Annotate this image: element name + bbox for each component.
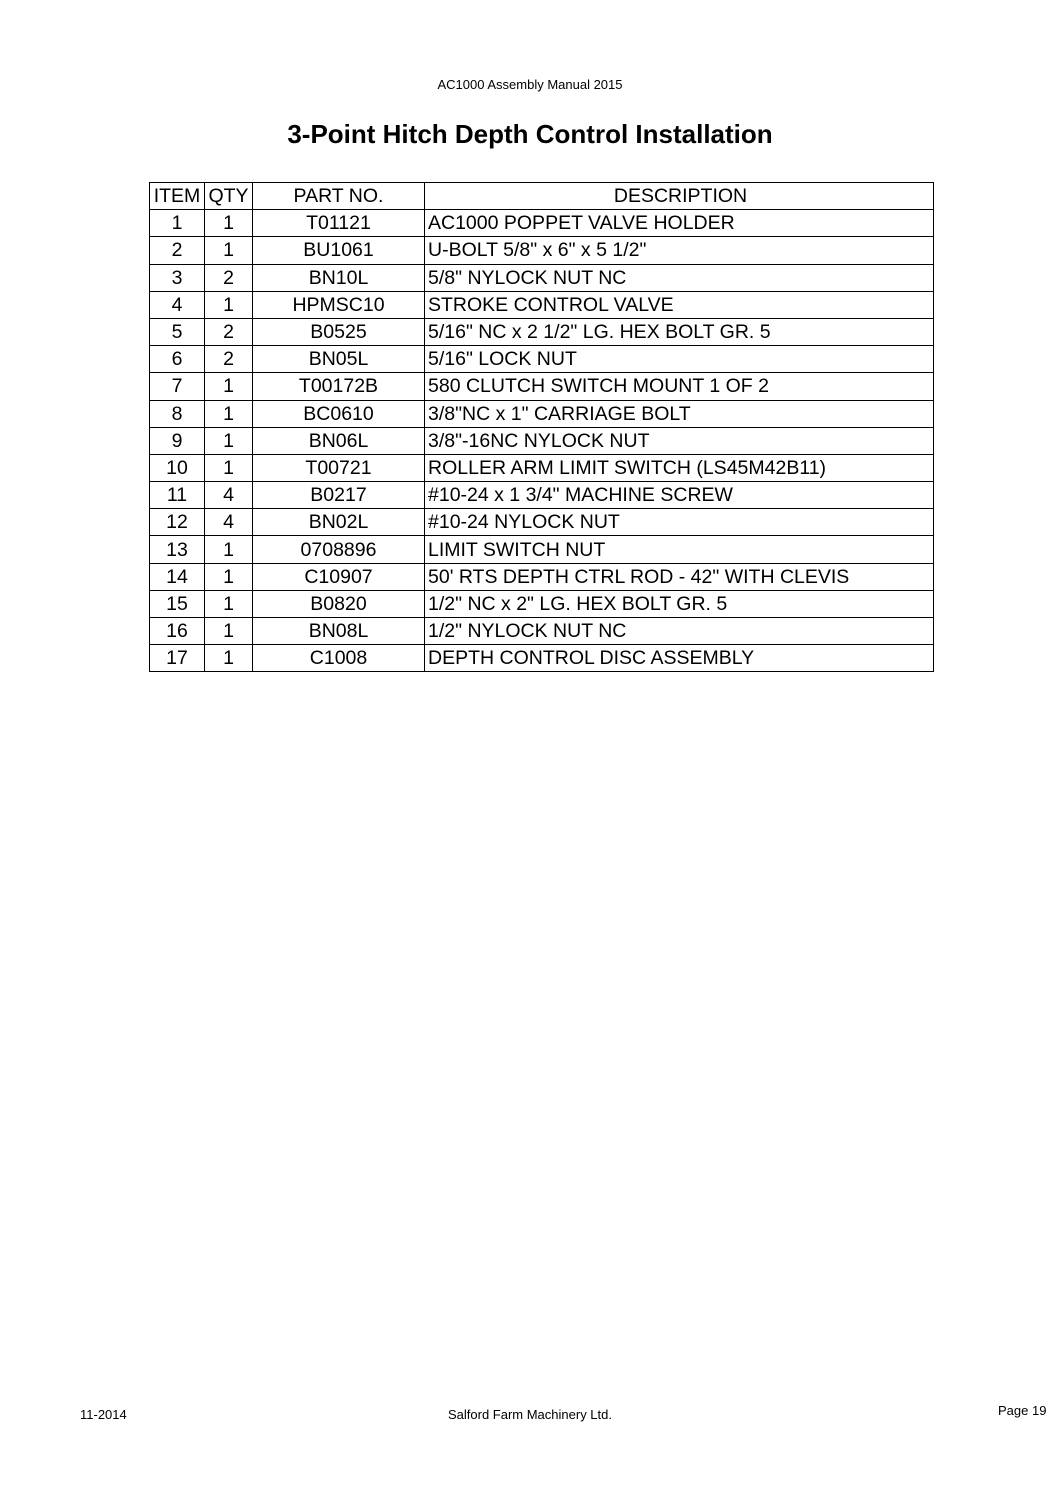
cell-part-no: B0820 bbox=[253, 590, 425, 617]
page-number: Page 19 bbox=[998, 1403, 1047, 1418]
cell-item: 11 bbox=[150, 482, 205, 509]
cell-part-no: BN02L bbox=[253, 509, 425, 536]
cell-description: 5/16" LOCK NUT bbox=[425, 346, 934, 373]
table-row bbox=[150, 237, 934, 264]
table-row bbox=[150, 536, 934, 563]
cell-qty: 1 bbox=[205, 645, 253, 672]
cell-qty: 2 bbox=[205, 264, 253, 291]
table-row bbox=[150, 346, 934, 373]
table-row bbox=[150, 210, 934, 237]
cell-description: #10-24 x 1 3/4" MACHINE SCREW bbox=[425, 482, 934, 509]
cell-part-no: 0708896 bbox=[253, 536, 425, 563]
cell-item: 13 bbox=[150, 536, 205, 563]
column-header-item: ITEM bbox=[150, 183, 205, 210]
cell-qty: 1 bbox=[205, 427, 253, 454]
footer-date: 11-2014 bbox=[80, 1407, 127, 1422]
cell-description: STROKE CONTROL VALVE bbox=[425, 291, 934, 318]
parts-table bbox=[149, 182, 934, 672]
cell-item: 6 bbox=[150, 346, 205, 373]
column-header-description: DESCRIPTION bbox=[425, 183, 934, 210]
cell-part-no: C10907 bbox=[253, 563, 425, 590]
cell-part-no: BU1061 bbox=[253, 237, 425, 264]
cell-description: 3/8"-16NC NYLOCK NUT bbox=[425, 427, 934, 454]
cell-part-no: T00721 bbox=[253, 454, 425, 481]
cell-item: 12 bbox=[150, 509, 205, 536]
cell-part-no: BC0610 bbox=[253, 400, 425, 427]
cell-part-no: BN08L bbox=[253, 618, 425, 645]
cell-qty: 1 bbox=[205, 618, 253, 645]
cell-qty: 4 bbox=[205, 509, 253, 536]
cell-part-no: T00172B bbox=[253, 373, 425, 400]
cell-part-no: BN10L bbox=[253, 264, 425, 291]
cell-part-no: C1008 bbox=[253, 645, 425, 672]
cell-description: 1/2" NYLOCK NUT NC bbox=[425, 618, 934, 645]
cell-qty: 1 bbox=[205, 373, 253, 400]
cell-part-no: B0217 bbox=[253, 482, 425, 509]
cell-qty: 1 bbox=[205, 291, 253, 318]
cell-qty: 1 bbox=[205, 237, 253, 264]
cell-description: ROLLER ARM LIMIT SWITCH (LS45M42B11) bbox=[425, 454, 934, 481]
cell-qty: 1 bbox=[205, 400, 253, 427]
cell-description: AC1000 POPPET VALVE HOLDER bbox=[425, 210, 934, 237]
cell-description: 580 CLUTCH SWITCH MOUNT 1 OF 2 bbox=[425, 373, 934, 400]
table-row bbox=[150, 264, 934, 291]
table-row bbox=[150, 291, 934, 318]
table-header-row bbox=[150, 183, 934, 210]
cell-item: 7 bbox=[150, 373, 205, 400]
table-row bbox=[150, 645, 934, 672]
table-row bbox=[150, 318, 934, 345]
cell-qty: 2 bbox=[205, 346, 253, 373]
column-header-qty: QTY bbox=[205, 183, 253, 210]
cell-description: DEPTH CONTROL DISC ASSEMBLY bbox=[425, 645, 934, 672]
cell-item: 14 bbox=[150, 563, 205, 590]
table-row bbox=[150, 482, 934, 509]
cell-description: U-BOLT 5/8" x 6" x 5 1/2" bbox=[425, 237, 934, 264]
manual-title: AC1000 Assembly Manual 2015 bbox=[437, 77, 623, 92]
cell-qty: 2 bbox=[205, 318, 253, 345]
cell-part-no: T01121 bbox=[253, 210, 425, 237]
table-row bbox=[150, 400, 934, 427]
cell-item: 5 bbox=[150, 318, 205, 345]
cell-item: 3 bbox=[150, 264, 205, 291]
cell-part-no: B0525 bbox=[253, 318, 425, 345]
cell-part-no: HPMSC10 bbox=[253, 291, 425, 318]
cell-description: #10-24 NYLOCK NUT bbox=[425, 509, 934, 536]
cell-qty: 4 bbox=[205, 482, 253, 509]
cell-description: LIMIT SWITCH NUT bbox=[425, 536, 934, 563]
table-row bbox=[150, 590, 934, 617]
cell-item: 1 bbox=[150, 210, 205, 237]
cell-item: 2 bbox=[150, 237, 205, 264]
page-title: 3-Point Hitch Depth Control Installation bbox=[287, 119, 773, 149]
cell-description: 3/8"NC x 1" CARRIAGE BOLT bbox=[425, 400, 934, 427]
cell-description: 5/8" NYLOCK NUT NC bbox=[425, 264, 934, 291]
cell-part-no: BN06L bbox=[253, 427, 425, 454]
parts-table-body bbox=[150, 210, 934, 672]
table-row bbox=[150, 454, 934, 481]
cell-qty: 1 bbox=[205, 590, 253, 617]
cell-description: 50' RTS DEPTH CTRL ROD - 42" WITH CLEVIS bbox=[425, 563, 934, 590]
cell-qty: 1 bbox=[205, 563, 253, 590]
cell-item: 9 bbox=[150, 427, 205, 454]
table-row bbox=[150, 427, 934, 454]
table-row bbox=[150, 563, 934, 590]
cell-description: 5/16" NC x 2 1/2" LG. HEX BOLT GR. 5 bbox=[425, 318, 934, 345]
table-row bbox=[150, 618, 934, 645]
cell-part-no: BN05L bbox=[253, 346, 425, 373]
cell-qty: 1 bbox=[205, 454, 253, 481]
cell-item: 10 bbox=[150, 454, 205, 481]
column-header-part-no: PART NO. bbox=[253, 183, 425, 210]
table-row bbox=[150, 509, 934, 536]
table-row bbox=[150, 373, 934, 400]
cell-qty: 1 bbox=[205, 210, 253, 237]
cell-item: 16 bbox=[150, 618, 205, 645]
cell-description: 1/2" NC x 2" LG. HEX BOLT GR. 5 bbox=[425, 590, 934, 617]
cell-qty: 1 bbox=[205, 536, 253, 563]
footer-company: Salford Farm Machinery Ltd. bbox=[447, 1407, 612, 1422]
cell-item: 8 bbox=[150, 400, 205, 427]
cell-item: 17 bbox=[150, 645, 205, 672]
cell-item: 15 bbox=[150, 590, 205, 617]
cell-item: 4 bbox=[150, 291, 205, 318]
